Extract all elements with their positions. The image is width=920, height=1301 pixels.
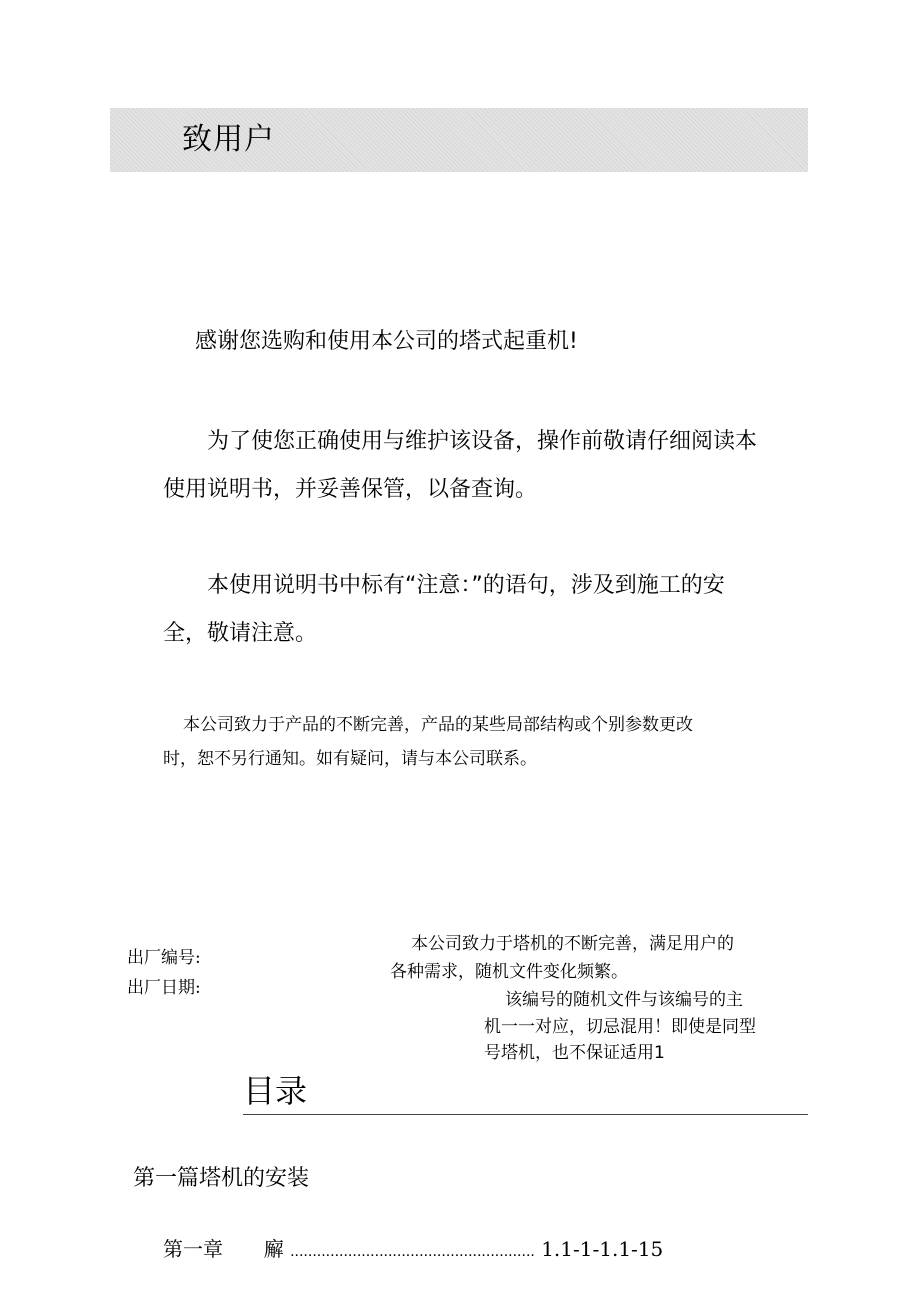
intro-para1-line1: 为了使您正确使用与维护该设备，操作前敬请仔细阅读本 xyxy=(207,429,758,454)
notice-line2: 各种需求，随机文件变化频繁。 xyxy=(390,962,628,982)
notice-line3: 该编号的随机文件与该编号的主 xyxy=(505,990,743,1010)
notice-line1: 本公司致力于塔机的不断完善，满足用户的 xyxy=(411,934,734,954)
factory-serial-label: 出厂编号: xyxy=(127,948,201,968)
intro-para2-line2: 全，敬请注意。 xyxy=(163,621,318,646)
intro-para1-line2: 使用说明书，并妥善保管，以备查询。 xyxy=(163,477,538,502)
toc-entry-chapter: 第一章 xyxy=(163,1237,223,1261)
page-title: 致用户 xyxy=(182,122,275,157)
factory-date-label: 出厂日期: xyxy=(127,978,201,998)
intro-para3-line2: 时，恕不另行通知。如有疑问，请与本公司联系。 xyxy=(163,749,537,769)
toc-entry-leader: ....................................................... xyxy=(290,1244,535,1260)
notice-line5: 号塔机，也不保证适用1 xyxy=(484,1043,665,1063)
toc-divider xyxy=(243,1114,808,1115)
thanks-line: 感谢您选购和使用本公司的塔式起重机! xyxy=(195,329,578,354)
intro-para3-line1: 本公司致力于产品的不断完善，产品的某些局部结构或个别参数更改 xyxy=(183,715,693,735)
toc-entry[interactable] xyxy=(163,1234,663,1267)
toc-title: 目录 xyxy=(243,1072,308,1110)
header-band xyxy=(110,108,808,172)
intro-para2-line1: 本使用说明书中标有“注意：”的语句，涉及到施工的安 xyxy=(207,573,725,598)
notice-line4: 机一一对应，切忌混用！即使是同型 xyxy=(484,1017,756,1037)
toc-part-1: 第一篇塔机的安装 xyxy=(133,1166,310,1191)
toc-entry-pages: 1.1-1-1.1-15 xyxy=(541,1237,664,1261)
toc-entry-name: 廨 xyxy=(263,1237,284,1261)
